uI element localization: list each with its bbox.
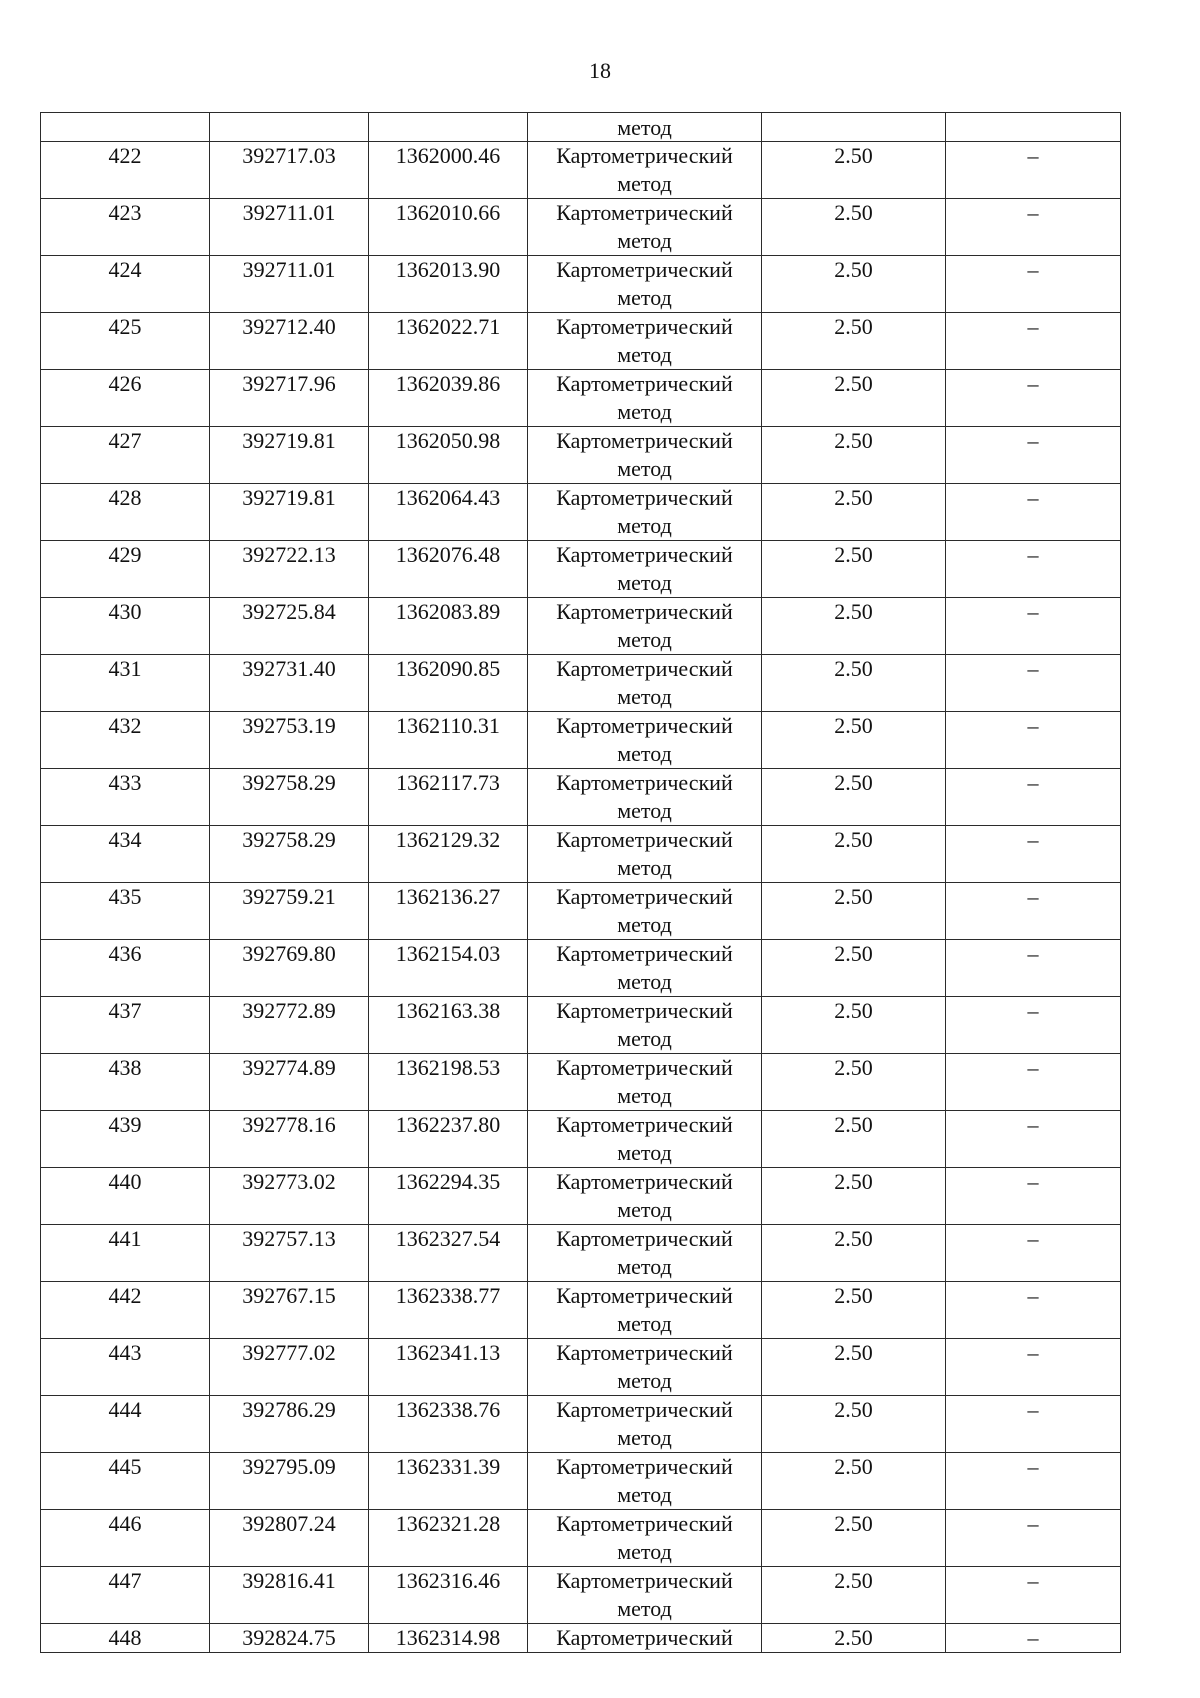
cell-y: 1362338.77	[369, 1282, 528, 1339]
method-line-2: метод	[617, 855, 672, 880]
cell-accuracy: 2.50	[762, 1225, 946, 1282]
table-row	[41, 1111, 1121, 1168]
cell-x: 392719.81	[210, 427, 369, 484]
table-row	[41, 1453, 1121, 1510]
cell-point-number: 447	[41, 1567, 210, 1624]
cell-y: 1362117.73	[369, 769, 528, 826]
cell-x: 392711.01	[210, 256, 369, 313]
table-row-last	[41, 1624, 1121, 1653]
table-row	[41, 940, 1121, 997]
table-row	[41, 1225, 1121, 1282]
cell-method	[528, 1111, 762, 1168]
cell-point-number: 430	[41, 598, 210, 655]
method-line-2: метод	[617, 969, 672, 994]
cell-y: 1362110.31	[369, 712, 528, 769]
method-line-1: Картометрический	[556, 314, 733, 339]
table-row	[41, 541, 1121, 598]
cell-method: метод	[528, 113, 762, 142]
cell-y: 1362314.98	[369, 1624, 528, 1653]
cell-accuracy: 2.50	[762, 1453, 946, 1510]
cell-note: –	[946, 313, 1121, 370]
cell-point-number: 431	[41, 655, 210, 712]
cell-note: –	[946, 712, 1121, 769]
cell-x: 392772.89	[210, 997, 369, 1054]
cell-point-number: 432	[41, 712, 210, 769]
cell-note: –	[946, 142, 1121, 199]
cell-point-number: 424	[41, 256, 210, 313]
cell-point-number: 428	[41, 484, 210, 541]
cell-point-number: 436	[41, 940, 210, 997]
cell-x: 392786.29	[210, 1396, 369, 1453]
cell-x: 392719.81	[210, 484, 369, 541]
method-line-1: Картометрический	[556, 1169, 733, 1194]
cell-point-number: 433	[41, 769, 210, 826]
cell-point-number: 440	[41, 1168, 210, 1225]
method-line-1: Картометрический	[556, 428, 733, 453]
table-row	[41, 256, 1121, 313]
cell-y: 1362316.46	[369, 1567, 528, 1624]
cell-y: 1362076.48	[369, 541, 528, 598]
cell-note: –	[946, 370, 1121, 427]
cell-accuracy: 2.50	[762, 1624, 946, 1653]
cell-point-number: 439	[41, 1111, 210, 1168]
table-row	[41, 142, 1121, 199]
cell-method	[528, 199, 762, 256]
cell-note: –	[946, 1339, 1121, 1396]
table-row	[41, 598, 1121, 655]
cell-y: 1362064.43	[369, 484, 528, 541]
cell-point-number: 443	[41, 1339, 210, 1396]
method-line-2: метод	[617, 1311, 672, 1336]
cell-point-number: 441	[41, 1225, 210, 1282]
cell-method	[528, 940, 762, 997]
cell-y: 1362331.39	[369, 1453, 528, 1510]
cell-method: Картометрический	[528, 1624, 762, 1653]
cell-point-number: 448	[41, 1624, 210, 1653]
cell-point-number: 442	[41, 1282, 210, 1339]
table-row	[41, 1510, 1121, 1567]
cell-x: 392757.13	[210, 1225, 369, 1282]
table-row	[41, 826, 1121, 883]
cell-method	[528, 1453, 762, 1510]
cell-accuracy: 2.50	[762, 1054, 946, 1111]
cell-accuracy: 2.50	[762, 427, 946, 484]
cell-y: 1362294.35	[369, 1168, 528, 1225]
cell-y: 1362237.80	[369, 1111, 528, 1168]
cell-note: –	[946, 427, 1121, 484]
table-row	[41, 1282, 1121, 1339]
method-line-2: метод	[617, 741, 672, 766]
cell-note: –	[946, 256, 1121, 313]
cell-y: 1362039.86	[369, 370, 528, 427]
cell-note: –	[946, 1225, 1121, 1282]
cell-note: –	[946, 484, 1121, 541]
cell-method	[528, 370, 762, 427]
cell-y: 1362090.85	[369, 655, 528, 712]
cell-y: 1362163.38	[369, 997, 528, 1054]
method-line-1: Картометрический	[556, 143, 733, 168]
cell-note: –	[946, 655, 1121, 712]
cell-accuracy: 2.50	[762, 313, 946, 370]
method-line-2: метод	[617, 570, 672, 595]
cell-note: –	[946, 1624, 1121, 1653]
cell-accuracy	[762, 113, 946, 142]
cell-method	[528, 826, 762, 883]
method-line-1: Картометрический	[556, 485, 733, 510]
cell-method	[528, 997, 762, 1054]
cell-x: 392767.15	[210, 1282, 369, 1339]
cell-x: 392731.40	[210, 655, 369, 712]
method-line-1: Картометрический	[556, 257, 733, 282]
cell-point-number: 438	[41, 1054, 210, 1111]
table-row	[41, 427, 1121, 484]
method-line-1: Картометрический	[556, 1397, 733, 1422]
cell-accuracy: 2.50	[762, 484, 946, 541]
cell-accuracy: 2.50	[762, 883, 946, 940]
cell-note: –	[946, 883, 1121, 940]
method-line-1: Картометрический	[556, 998, 733, 1023]
table-row	[41, 313, 1121, 370]
cell-point-number: 427	[41, 427, 210, 484]
cell-note	[946, 113, 1121, 142]
cell-x: 392758.29	[210, 769, 369, 826]
cell-x: 392773.02	[210, 1168, 369, 1225]
cell-y: 1362050.98	[369, 427, 528, 484]
method-line-2: метод	[617, 627, 672, 652]
cell-y: 1362129.32	[369, 826, 528, 883]
method-line-1: Картометрический	[556, 713, 733, 738]
method-line-1: Картометрический	[556, 656, 733, 681]
cell-method	[528, 1225, 762, 1282]
method-line-2: метод	[617, 1197, 672, 1222]
cell-accuracy: 2.50	[762, 712, 946, 769]
method-line-2: метод	[617, 912, 672, 937]
method-line-1: Картометрический	[556, 1511, 733, 1536]
method-line-1: Картометрический	[556, 1340, 733, 1365]
cell-y: 1362136.27	[369, 883, 528, 940]
table-row	[41, 199, 1121, 256]
method-line-1: Картометрический	[556, 827, 733, 852]
method-line-1: Картометрический	[556, 542, 733, 567]
cell-point-number	[41, 113, 210, 142]
cell-x: 392717.03	[210, 142, 369, 199]
method-line-2: метод	[617, 1539, 672, 1564]
cell-x: 392795.09	[210, 1453, 369, 1510]
cell-note: –	[946, 199, 1121, 256]
cell-note: –	[946, 997, 1121, 1054]
method-line-2: метод	[617, 456, 672, 481]
table-row	[41, 370, 1121, 427]
table-row	[41, 1396, 1121, 1453]
method-line-2: метод	[617, 684, 672, 709]
cell-method	[528, 769, 762, 826]
method-line-2: метод	[617, 1596, 672, 1621]
cell-method	[528, 1567, 762, 1624]
method-line-2: метод	[617, 342, 672, 367]
table-row	[41, 883, 1121, 940]
cell-note: –	[946, 1567, 1121, 1624]
cell-method	[528, 256, 762, 313]
cell-method	[528, 598, 762, 655]
cell-accuracy: 2.50	[762, 541, 946, 598]
method-line-2: метод	[617, 228, 672, 253]
method-line-1: Картометрический	[556, 1226, 733, 1251]
cell-x: 392807.24	[210, 1510, 369, 1567]
cell-accuracy: 2.50	[762, 1396, 946, 1453]
cell-method	[528, 883, 762, 940]
cell-point-number: 446	[41, 1510, 210, 1567]
cell-point-number: 429	[41, 541, 210, 598]
cell-y: 1362341.13	[369, 1339, 528, 1396]
table-body	[41, 113, 1121, 1653]
cell-y: 1362013.90	[369, 256, 528, 313]
cell-accuracy: 2.50	[762, 142, 946, 199]
cell-point-number: 426	[41, 370, 210, 427]
cell-note: –	[946, 826, 1121, 883]
cell-note: –	[946, 1282, 1121, 1339]
cell-method	[528, 313, 762, 370]
method-line-1: Картометрический	[556, 941, 733, 966]
method-line-1: Картометрический	[556, 1112, 733, 1137]
cell-point-number: 444	[41, 1396, 210, 1453]
method-line-1: Картометрический	[556, 1055, 733, 1080]
method-line-1: Картометрический	[556, 200, 733, 225]
cell-point-number: 423	[41, 199, 210, 256]
cell-method	[528, 1396, 762, 1453]
table-row	[41, 484, 1121, 541]
method-line-1: Картометрический	[556, 1283, 733, 1308]
cell-y: 1362000.46	[369, 142, 528, 199]
method-line-1: Картометрический	[556, 770, 733, 795]
cell-x: 392769.80	[210, 940, 369, 997]
cell-x: 392778.16	[210, 1111, 369, 1168]
cell-y: 1362321.28	[369, 1510, 528, 1567]
cell-accuracy: 2.50	[762, 199, 946, 256]
cell-method	[528, 1168, 762, 1225]
method-line-1: Картометрический	[556, 371, 733, 396]
method-line-2: метод	[617, 1425, 672, 1450]
page-number: 18	[589, 58, 611, 83]
cell-x: 392758.29	[210, 826, 369, 883]
cell-x	[210, 113, 369, 142]
cell-method	[528, 1510, 762, 1567]
cell-accuracy: 2.50	[762, 1168, 946, 1225]
cell-accuracy: 2.50	[762, 1567, 946, 1624]
cell-accuracy: 2.50	[762, 256, 946, 313]
cell-method	[528, 541, 762, 598]
table-row	[41, 769, 1121, 826]
cell-point-number: 425	[41, 313, 210, 370]
table-row	[41, 1168, 1121, 1225]
cell-point-number: 422	[41, 142, 210, 199]
cell-accuracy: 2.50	[762, 370, 946, 427]
method-line-1: Картометрический	[556, 1454, 733, 1479]
cell-y: 1362338.76	[369, 1396, 528, 1453]
cell-x: 392777.02	[210, 1339, 369, 1396]
cell-accuracy: 2.50	[762, 598, 946, 655]
cell-method	[528, 142, 762, 199]
cell-method	[528, 484, 762, 541]
cell-method	[528, 712, 762, 769]
cell-method	[528, 655, 762, 712]
cell-point-number: 434	[41, 826, 210, 883]
cell-method	[528, 427, 762, 484]
cell-accuracy: 2.50	[762, 826, 946, 883]
cell-method	[528, 1054, 762, 1111]
cell-note: –	[946, 1168, 1121, 1225]
cell-x: 392717.96	[210, 370, 369, 427]
cell-note: –	[946, 1396, 1121, 1453]
method-line-2: метод	[617, 798, 672, 823]
cell-y: 1362022.71	[369, 313, 528, 370]
cell-y: 1362154.03	[369, 940, 528, 997]
cell-y: 1362198.53	[369, 1054, 528, 1111]
cell-note: –	[946, 1453, 1121, 1510]
cell-y: 1362010.66	[369, 199, 528, 256]
cell-accuracy: 2.50	[762, 769, 946, 826]
cell-x: 392711.01	[210, 199, 369, 256]
cell-note: –	[946, 1510, 1121, 1567]
cell-accuracy: 2.50	[762, 1111, 946, 1168]
cell-point-number: 435	[41, 883, 210, 940]
cell-x: 392722.13	[210, 541, 369, 598]
method-line-1: Картометрический	[556, 1568, 733, 1593]
cell-point-number: 445	[41, 1453, 210, 1510]
cell-point-number: 437	[41, 997, 210, 1054]
cell-y	[369, 113, 528, 142]
cell-accuracy: 2.50	[762, 1510, 946, 1567]
cell-method	[528, 1282, 762, 1339]
method-line-2: метод	[617, 399, 672, 424]
continuation-row	[41, 113, 1121, 142]
method-line-2: метод	[617, 1140, 672, 1165]
table-row	[41, 1339, 1121, 1396]
method-line-2: метод	[617, 513, 672, 538]
table-row	[41, 1567, 1121, 1624]
coordinates-table	[40, 112, 1121, 1653]
cell-x: 392774.89	[210, 1054, 369, 1111]
cell-note: –	[946, 541, 1121, 598]
cell-x: 392753.19	[210, 712, 369, 769]
method-line-1: Картометрический	[556, 599, 733, 624]
cell-note: –	[946, 769, 1121, 826]
method-line-2: метод	[617, 1482, 672, 1507]
cell-x: 392824.75	[210, 1624, 369, 1653]
method-line-1: Картометрический	[556, 884, 733, 909]
cell-x: 392725.84	[210, 598, 369, 655]
cell-accuracy: 2.50	[762, 997, 946, 1054]
cell-x: 392759.21	[210, 883, 369, 940]
method-line-2: метод	[617, 171, 672, 196]
cell-accuracy: 2.50	[762, 1339, 946, 1396]
table-row	[41, 712, 1121, 769]
cell-accuracy: 2.50	[762, 1282, 946, 1339]
method-line-2: метод	[617, 1254, 672, 1279]
cell-y: 1362083.89	[369, 598, 528, 655]
method-line-2: метод	[617, 1026, 672, 1051]
cell-note: –	[946, 598, 1121, 655]
cell-y: 1362327.54	[369, 1225, 528, 1282]
table-row	[41, 1054, 1121, 1111]
cell-method	[528, 1339, 762, 1396]
method-line-2: метод	[617, 285, 672, 310]
cell-note: –	[946, 940, 1121, 997]
cell-note: –	[946, 1054, 1121, 1111]
table-row	[41, 997, 1121, 1054]
cell-x: 392712.40	[210, 313, 369, 370]
cell-accuracy: 2.50	[762, 940, 946, 997]
cell-note: –	[946, 1111, 1121, 1168]
cell-accuracy: 2.50	[762, 655, 946, 712]
cell-x: 392816.41	[210, 1567, 369, 1624]
table-row	[41, 655, 1121, 712]
method-line-2: метод	[617, 1368, 672, 1393]
method-line-2: метод	[617, 1083, 672, 1108]
